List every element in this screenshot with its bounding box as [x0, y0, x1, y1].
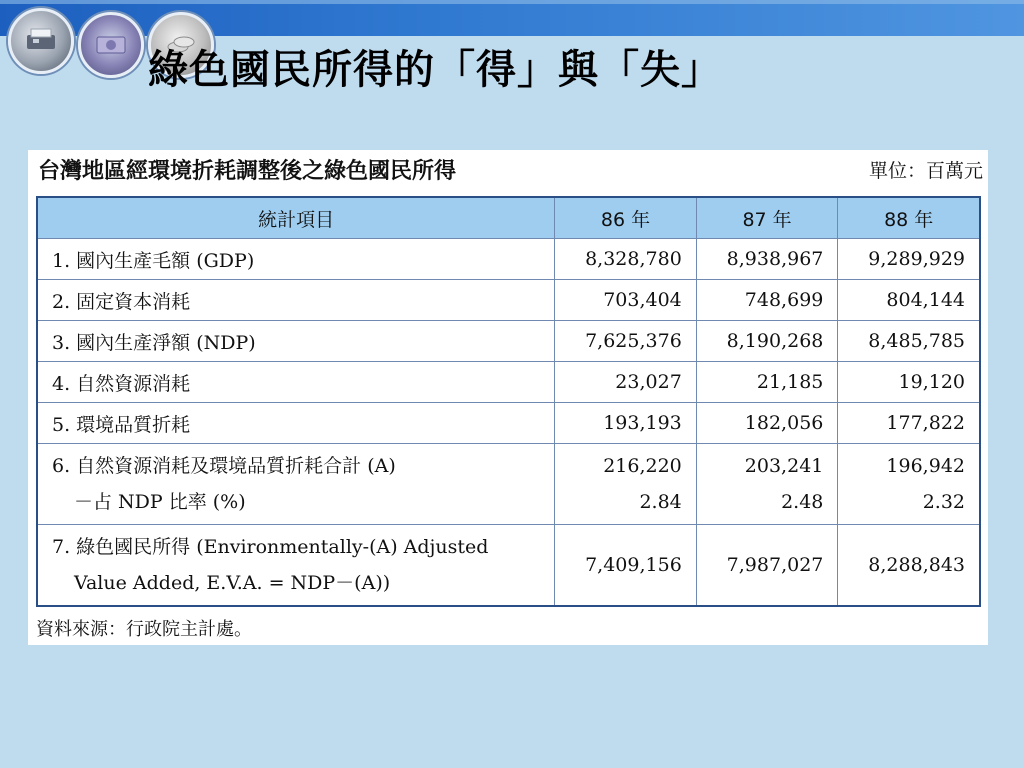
money-counter-icon: [8, 8, 74, 74]
unit-label: 單位：百萬元: [868, 160, 983, 182]
panel-header: [38, 154, 983, 188]
cell-value: 8,328,780: [555, 239, 697, 280]
cell-value: 8,190,268: [696, 321, 838, 362]
cell-value: [696, 444, 838, 525]
cell-value: 7,987,027: [696, 525, 838, 607]
row-label-main: 7. 綠色國民所得 (Environmentally-(A) Adjusted: [52, 536, 489, 558]
table-header-row: [37, 197, 980, 239]
row-label-continued: Value Added, E.V.A. = NDP－(A)): [74, 572, 391, 594]
cell-value: 19,120: [838, 362, 980, 403]
header-item: 統計項目: [37, 197, 555, 239]
header-year-87: 87 年: [696, 197, 838, 239]
cell-value: 21,185: [696, 362, 838, 403]
cell-sub-value: 2.48: [781, 491, 824, 513]
green-gdp-table: [36, 196, 981, 607]
cell-sub-value: 2.84: [639, 491, 682, 513]
cell-main-value: 216,220: [603, 455, 682, 477]
table-row: [37, 525, 980, 607]
cell-value: 8,938,967: [696, 239, 838, 280]
slide-title: 綠色國民所得的「得」與「失」: [148, 47, 722, 93]
table-row: [37, 403, 980, 444]
header-year-86: 86 年: [555, 197, 697, 239]
row-label: [37, 525, 555, 607]
cell-value: 804,144: [838, 280, 980, 321]
cell-value: 8,288,843: [838, 525, 980, 607]
table-row: [37, 239, 980, 280]
data-source-note: 資料來源：行政院主計處。: [36, 619, 252, 640]
cell-value: 193,193: [555, 403, 697, 444]
header-year-88: 88 年: [838, 197, 980, 239]
cell-sub-value: 2.32: [922, 491, 965, 513]
row-label: 1. 國內生產毛額 (GDP): [37, 239, 555, 280]
table-panel: [28, 150, 988, 645]
currency-bills-icon: [78, 12, 144, 78]
row-label: 2. 固定資本消耗: [37, 280, 555, 321]
cell-value: 182,056: [696, 403, 838, 444]
row-label: 5. 環境品質折耗: [37, 403, 555, 444]
cell-main-value: 196,942: [886, 455, 965, 477]
cell-value: 9,289,929: [838, 239, 980, 280]
cell-main-value: 203,241: [744, 455, 824, 477]
cell-value: 23,027: [555, 362, 697, 403]
cell-value: 703,404: [555, 280, 697, 321]
row-label: 3. 國內生產淨額 (NDP): [37, 321, 555, 362]
row-label: 4. 自然資源消耗: [37, 362, 555, 403]
table-row: [37, 280, 980, 321]
table-row: [37, 321, 980, 362]
panel-title: 台灣地區經環境折耗調整後之綠色國民所得: [38, 159, 457, 184]
cell-value: [838, 444, 980, 525]
row-label: [37, 444, 555, 525]
cell-value: 177,822: [838, 403, 980, 444]
cell-value: 7,409,156: [555, 525, 697, 607]
table-row: [37, 444, 980, 525]
cell-value: 7,625,376: [555, 321, 697, 362]
cell-value: [555, 444, 697, 525]
row-sublabel: －占 NDP 比率 (%): [74, 491, 246, 513]
cell-value: 748,699: [696, 280, 838, 321]
table-row: [37, 362, 980, 403]
cell-value: 8,485,785: [838, 321, 980, 362]
row-label-main: 6. 自然資源消耗及環境品質折耗合計 (A): [52, 455, 396, 477]
top-bar-shine: [0, 0, 1024, 4]
